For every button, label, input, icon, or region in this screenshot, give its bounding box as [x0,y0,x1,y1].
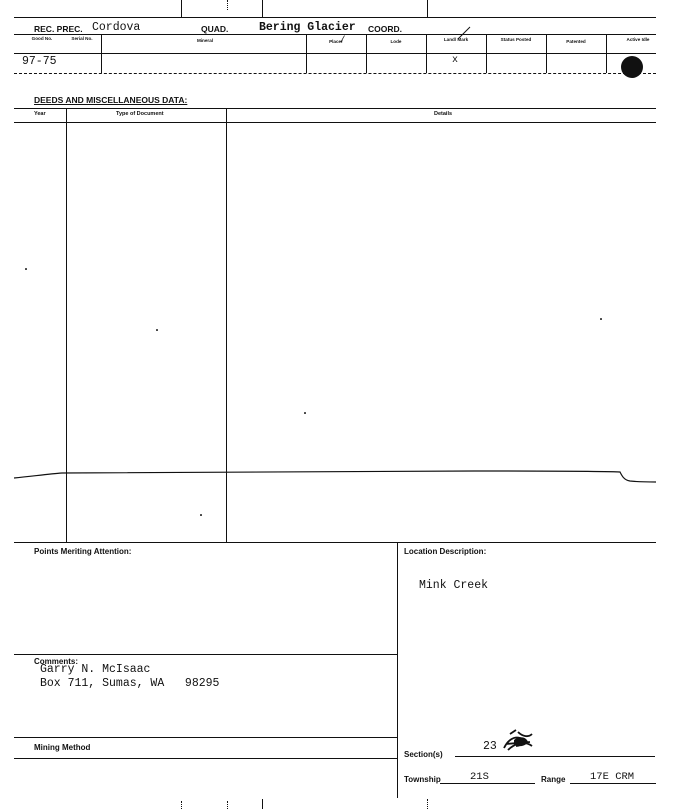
rec-prec-value: Cordova [92,21,141,34]
active-status-dot [621,56,643,78]
township-value: 21S [470,771,489,783]
deeds-col-year: Year [34,111,46,117]
deeds-col-type: Type of Document [116,111,164,117]
township-label: Township [404,775,441,784]
paper-crease-line [14,462,657,486]
lower-top-rule [14,542,656,543]
header-table-top-rule [14,34,656,35]
deeds-header-rule [14,122,656,123]
bottom-edge-tick [262,799,263,809]
col-lode: Lode [390,39,402,44]
col-status-posted: Status Posted [500,37,532,42]
top-edge-tick [181,0,182,17]
col-serial-no: Serial No. [71,36,93,41]
quad-label: QUAD. [201,24,229,34]
location-value: Mink Creek [419,579,489,592]
speck [25,268,27,270]
location-label: Location Description: [404,547,487,556]
sections-value: 23 [483,740,497,753]
comments-line-1: Garry N. McIsaac [40,663,151,676]
deeds-table-top-rule [14,108,656,109]
lower-center-divider [397,543,398,798]
comments-bottom-rule [14,737,397,738]
coord-label: COORD. [368,24,402,34]
top-edge-tick [262,0,263,17]
col-sep [366,35,367,73]
points-bottom-rule [14,654,397,655]
placer-mark: / [340,35,346,45]
land-mark-slash-icon [456,26,472,40]
col-sep [306,35,307,73]
mining-bottom-rule [14,758,397,759]
speck [200,514,202,516]
mining-method-label: Mining Method [34,743,91,752]
speck [304,412,306,414]
col-placer: Placer [329,39,343,44]
range-label: Range [541,775,566,784]
col-sep [486,35,487,73]
col-patented: Patented [566,39,586,44]
deeds-col-details: Details [434,111,453,117]
col-sep [101,35,102,73]
rec-prec-label: REC. PREC. [34,24,83,34]
handwritten-section-scribble-icon [500,726,536,754]
speck [156,329,158,331]
quad-value: Bering Glacier [259,21,356,34]
points-label: Points Meriting Attention: [34,547,132,556]
col-mineral: Mineral [196,38,214,43]
col-land-mark: Land/ Mark [443,37,469,42]
bottom-edge-tick [427,799,428,809]
bottom-edge-tick [181,801,182,809]
col-sep [606,35,607,73]
top-edge-tick [227,0,228,10]
col-sep [426,35,427,73]
col-active-idle: Active Idle [626,37,650,42]
good-no-value: 97-75 [22,55,57,68]
col-sep [546,35,547,73]
comments-line-2: Box 711, Sumas, WA 98295 [40,677,220,690]
header-table-bottom-rule [14,73,656,74]
speck [600,318,602,320]
bottom-edge-tick [227,801,228,809]
header-top-rule [14,17,656,18]
sections-underline [455,756,655,757]
header-table-mid-rule [14,53,656,54]
range-value: 17E CRM [590,771,635,783]
col-good-no: Good No. [31,36,53,41]
sections-label: Section(s) [404,750,443,759]
comments-label: Comments: [34,657,79,666]
top-edge-tick [427,0,428,17]
land-mark-value: x [452,55,459,66]
township-underline [440,783,535,784]
deeds-title: DEEDS AND MISCELLANEOUS DATA: [34,95,188,105]
range-underline [570,783,656,784]
